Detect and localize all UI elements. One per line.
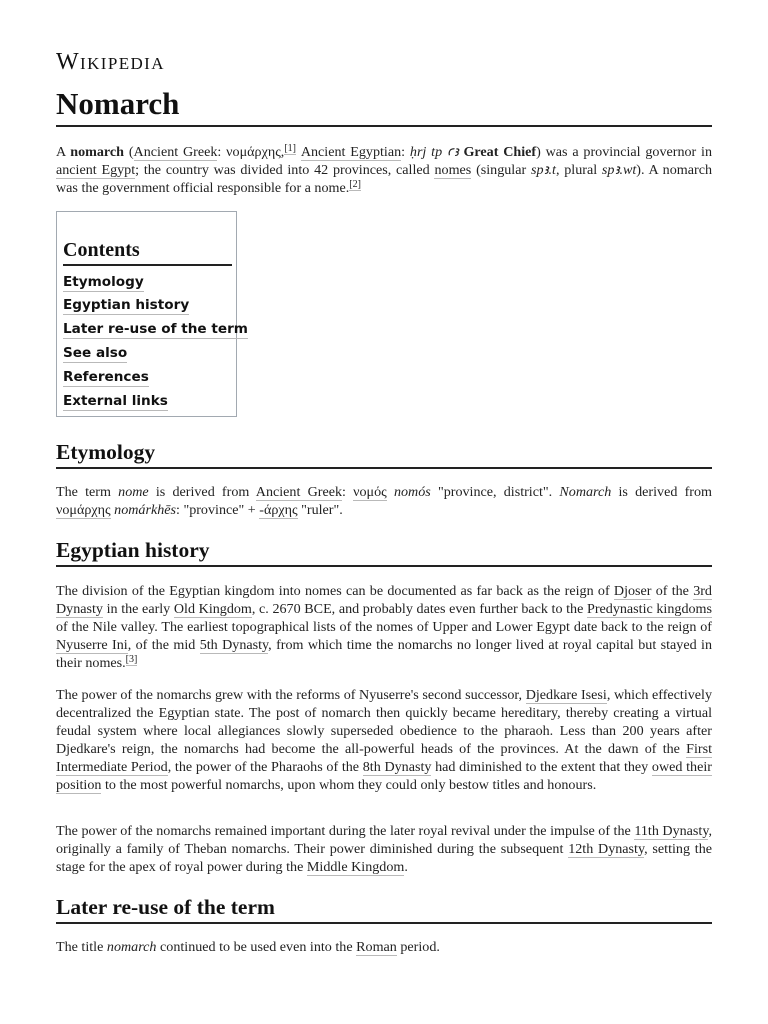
page-title: Nomarch [56,84,712,127]
toc-item-see-also[interactable]: See also [63,345,128,361]
link-arches[interactable]: -άρχης [259,502,298,518]
ref-2[interactable]: [2] [349,179,361,190]
link-roman[interactable]: Roman [356,939,397,955]
history-paragraph-2: The power of the nomarchs grew with the reforms of Nyuserre's second successor, Djedkare Isesi, which effectively decentralized the Egyptian state. The post of nomarch then quickly became hereditary, thereby creating a virtual feudal system where local allegiances slowly superseded obedience to the pharaoh. Less than 200 years after Djedkare's reign, the nomarchs had become the all-powerful heads of the provinces. At the dawn of the First Intermediate Period, the power of the Pharaohs of the 8th Dynasty had diminished to the extent that they owed their position to the most powerful nomarchs, upon whom they could only bestow titles and honours. [56,687,713,793]
link-ancient-greek[interactable]: Ancient Greek [133,144,218,160]
toc-item-references[interactable]: References [63,369,149,385]
greek-word: νομάρχης [226,144,281,160]
link-nyuserre-ini[interactable]: Nyuserre Ini [56,637,128,653]
link-nomos[interactable]: νομός [353,484,387,500]
link-old-kingdom[interactable]: Old Kingdom [173,601,252,617]
link-first-intermediate-period[interactable]: First Intermediate Period [56,741,713,775]
egyptian-word: ḥrj tp ꜥꜣ [409,144,459,160]
heading-egyptian-history: Egyptian history [56,536,712,567]
intro-term: nomarch [70,144,125,160]
link-ancient-greek-2[interactable]: Ancient Greek [255,484,343,500]
ref-1[interactable]: [1] [284,143,296,154]
toc-item-etymology[interactable]: Etymology [63,274,144,290]
link-3rd-dynasty[interactable]: 3rd Dynasty [56,583,712,617]
link-ancient-egypt[interactable]: ancient Egypt [56,162,136,178]
history-paragraph-3: The power of the nomarchs remained important during the later royal revival under the impulse of the 11th Dynasty, originally a family of Theban nomarchs. Their power diminished during the subsequent 12th Dynasty, setting the stage for the apex of royal power during the Middle Kingdom. [56,823,713,875]
link-predynastic-kingdoms[interactable]: Predynastic kingdoms [587,601,712,617]
ref-3[interactable]: [3] [125,654,138,665]
toc-item-later-re-use[interactable]: Later re-use of the term [63,321,248,337]
link-middle-kingdom[interactable]: Middle Kingdom [306,859,405,875]
link-owed-their-position[interactable]: owed their position [56,759,712,793]
link-nomes[interactable]: nomes [434,162,472,178]
link-5th-dynasty[interactable]: 5th Dynasty [199,637,269,653]
intro-paragraph: A nomarch (Ancient Greek: νομάρχης,[1] Ancient Egyptian: ḥrj tp ꜥꜣ Great Chief) was a provincial governor in ancient Egypt; the country was divided into 42 provinces, called nomes (singular spꜣ.t, plural spꜣ.wt). A nomarch was the government official responsible for a nome.[2] [56,143,713,196]
link-djoser[interactable]: Djoser [613,583,652,599]
link-nomarches[interactable]: νομάρχης [56,502,111,518]
great-chief: Great Chief [463,144,537,160]
etymology-paragraph: The term nome is derived from Ancient Greek: νομός nomós "province, district". Nomarch is derived from νομάρχης nomárkhēs: "province" + -άρχης "ruler". [56,484,712,518]
later-paragraph: The title nomarch continued to be used even into the Roman period. [56,939,440,955]
toc-title: Contents [63,238,232,266]
link-djedkare-isesi[interactable]: Djedkare Isesi [525,687,607,703]
toc-item-egyptian-history[interactable]: Egyptian history [63,297,190,313]
link-11th-dynasty[interactable]: 11th Dynasty [634,823,709,839]
toc-item-external-links[interactable]: External links [63,393,168,409]
history-paragraph-1: The division of the Egyptian kingdom into nomes can be documented as far back as the reign of Djoser of the 3rd Dynasty in the early Old Kingdom, c. 2670 BCE, and probably dates even further back to the Predynastic kingdoms of the Nile valley. The earliest topographical lists of the nomes of Upper and Lower Egypt date back to the reign of Nyuserre Ini, of the mid 5th Dynasty, from which time the nomarchs no longer lived at royal capital but stayed in their nomes.[3] [56,583,712,671]
heading-etymology: Etymology [56,438,712,469]
link-8th-dynasty[interactable]: 8th Dynasty [362,759,432,775]
table-of-contents [56,211,248,417]
link-ancient-egyptian[interactable]: Ancient Egyptian [300,144,402,160]
link-12th-dynasty[interactable]: 12th Dynasty [568,841,645,857]
heading-later-re-use: Later re-use of the term [56,893,712,924]
wikipedia-wordmark[interactable]: Wikipedia [56,49,165,75]
